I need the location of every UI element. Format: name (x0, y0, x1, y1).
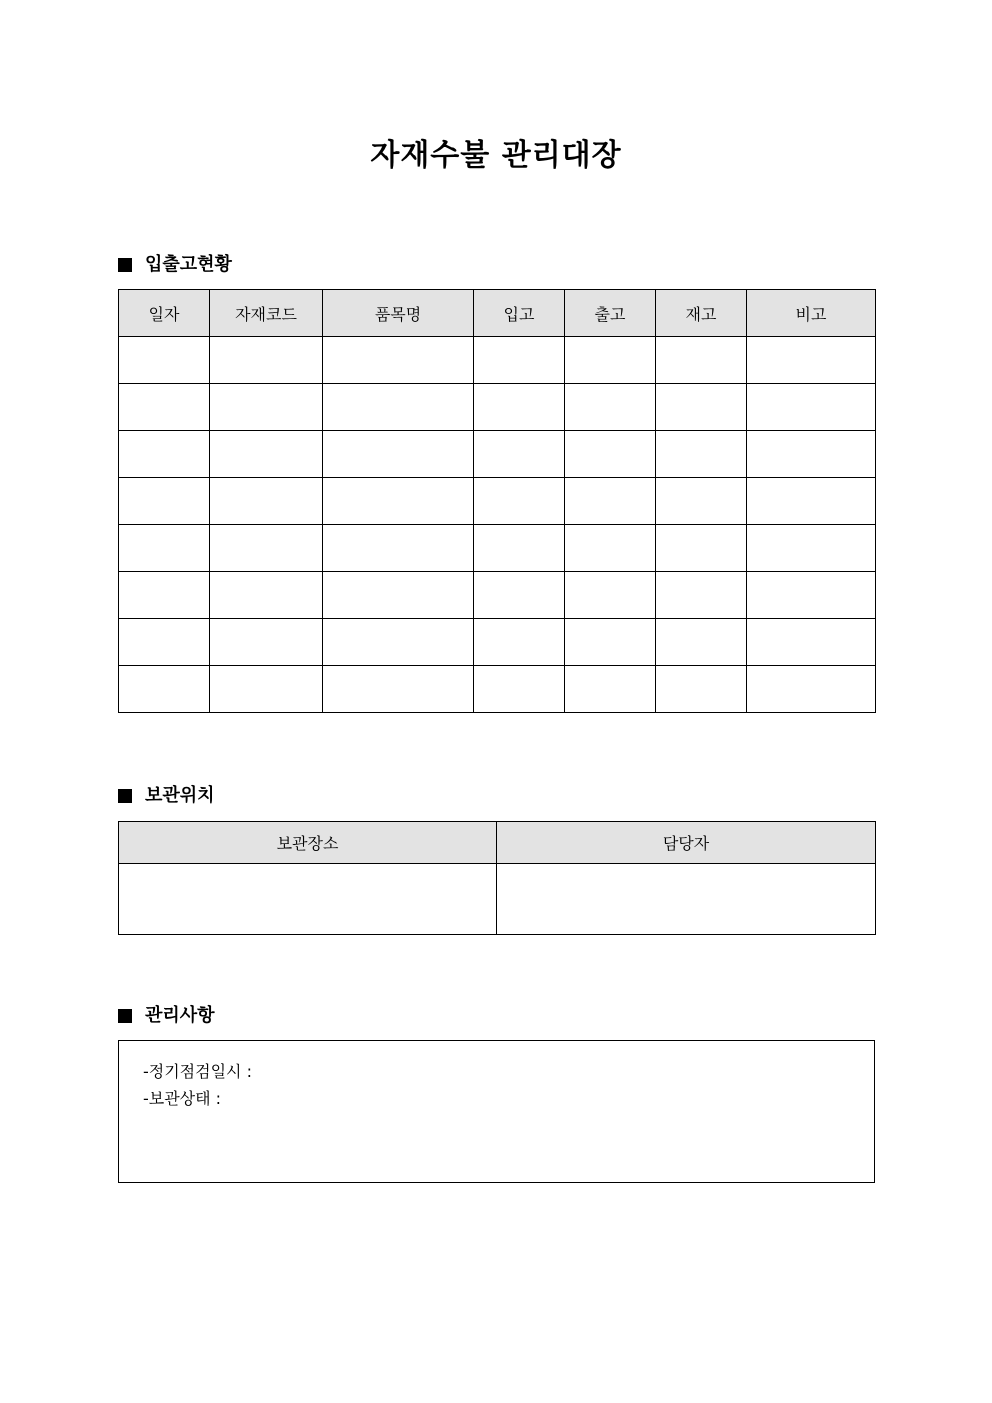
table-cell[interactable] (474, 572, 565, 619)
table-cell[interactable] (747, 431, 876, 478)
table-cell[interactable] (119, 525, 210, 572)
table-cell[interactable] (474, 337, 565, 384)
table-cell[interactable] (656, 572, 747, 619)
storage-header-row (119, 822, 876, 864)
table-cell[interactable] (474, 431, 565, 478)
table-cell[interactable] (119, 384, 210, 431)
table-cell[interactable] (656, 337, 747, 384)
square-bullet-icon (118, 1009, 132, 1023)
table-cell[interactable] (565, 337, 656, 384)
table-cell[interactable] (210, 525, 323, 572)
square-bullet-icon (118, 258, 132, 272)
table-row (119, 619, 876, 666)
table-cell[interactable] (474, 478, 565, 525)
col-header-storage-location: 보관장소 (119, 822, 497, 864)
table-cell[interactable] (323, 431, 474, 478)
col-header-item-name: 품목명 (323, 290, 474, 337)
table-cell[interactable] (747, 666, 876, 713)
table-cell[interactable] (747, 384, 876, 431)
table-cell[interactable] (565, 666, 656, 713)
table-cell[interactable] (119, 666, 210, 713)
table-cell[interactable] (747, 337, 876, 384)
table-cell[interactable] (656, 384, 747, 431)
table-cell[interactable] (323, 666, 474, 713)
table-cell[interactable] (210, 431, 323, 478)
table-cell[interactable] (210, 337, 323, 384)
management-notes-box[interactable] (118, 1040, 875, 1183)
table-cell[interactable] (323, 525, 474, 572)
table-cell[interactable] (565, 478, 656, 525)
col-header-manager: 담당자 (497, 822, 876, 864)
col-header-remarks: 비고 (747, 290, 876, 337)
table-cell[interactable] (210, 478, 323, 525)
table-cell[interactable] (474, 384, 565, 431)
table-row (119, 572, 876, 619)
table-cell[interactable] (323, 619, 474, 666)
table-cell[interactable] (210, 384, 323, 431)
table-row (119, 864, 876, 935)
table-cell[interactable] (119, 337, 210, 384)
table-cell[interactable] (747, 572, 876, 619)
table-cell[interactable] (565, 384, 656, 431)
storage-section-heading (118, 784, 215, 808)
table-row (119, 431, 876, 478)
table-cell[interactable] (323, 572, 474, 619)
col-header-material-code: 자재코드 (210, 290, 323, 337)
table-cell[interactable] (565, 572, 656, 619)
col-header-outgoing: 출고 (565, 290, 656, 337)
table-cell[interactable] (119, 619, 210, 666)
table-row (119, 337, 876, 384)
table-cell[interactable] (565, 525, 656, 572)
table-cell[interactable] (656, 478, 747, 525)
col-header-stock: 재고 (656, 290, 747, 337)
page-title: 자재수불 관리대장 (370, 138, 622, 173)
table-cell[interactable] (747, 619, 876, 666)
table-row (119, 525, 876, 572)
inout-section-heading (118, 253, 232, 277)
table-cell[interactable] (119, 572, 210, 619)
table-cell[interactable] (210, 572, 323, 619)
storage-heading-label: 보관위치 (145, 785, 215, 806)
inspection-date-line: -정기점검일시 : (143, 1062, 252, 1081)
table-row (119, 478, 876, 525)
table-cell[interactable] (656, 525, 747, 572)
storage-table (118, 821, 876, 935)
table-cell[interactable] (565, 431, 656, 478)
inout-header-row (119, 290, 876, 337)
table-cell[interactable] (119, 478, 210, 525)
square-bullet-icon (118, 789, 132, 803)
table-cell[interactable] (323, 384, 474, 431)
table-cell[interactable] (323, 478, 474, 525)
manager-cell[interactable] (497, 864, 876, 935)
table-row (119, 666, 876, 713)
management-heading-label: 관리사항 (145, 1005, 215, 1026)
table-cell[interactable] (747, 478, 876, 525)
table-cell[interactable] (474, 525, 565, 572)
table-cell[interactable] (323, 337, 474, 384)
table-cell[interactable] (119, 431, 210, 478)
table-cell[interactable] (474, 666, 565, 713)
table-cell[interactable] (656, 431, 747, 478)
table-cell[interactable] (474, 619, 565, 666)
storage-location-cell[interactable] (119, 864, 497, 935)
table-row (119, 384, 876, 431)
inout-heading-label: 입출고현황 (145, 254, 232, 275)
col-header-date: 일자 (119, 290, 210, 337)
storage-status-line: -보관상태 : (143, 1089, 222, 1108)
table-cell[interactable] (656, 666, 747, 713)
col-header-incoming: 입고 (474, 290, 565, 337)
table-cell[interactable] (210, 619, 323, 666)
table-cell[interactable] (747, 525, 876, 572)
table-cell[interactable] (210, 666, 323, 713)
management-section-heading (118, 1004, 215, 1028)
table-cell[interactable] (656, 619, 747, 666)
table-cell[interactable] (565, 619, 656, 666)
inout-table (118, 289, 876, 713)
